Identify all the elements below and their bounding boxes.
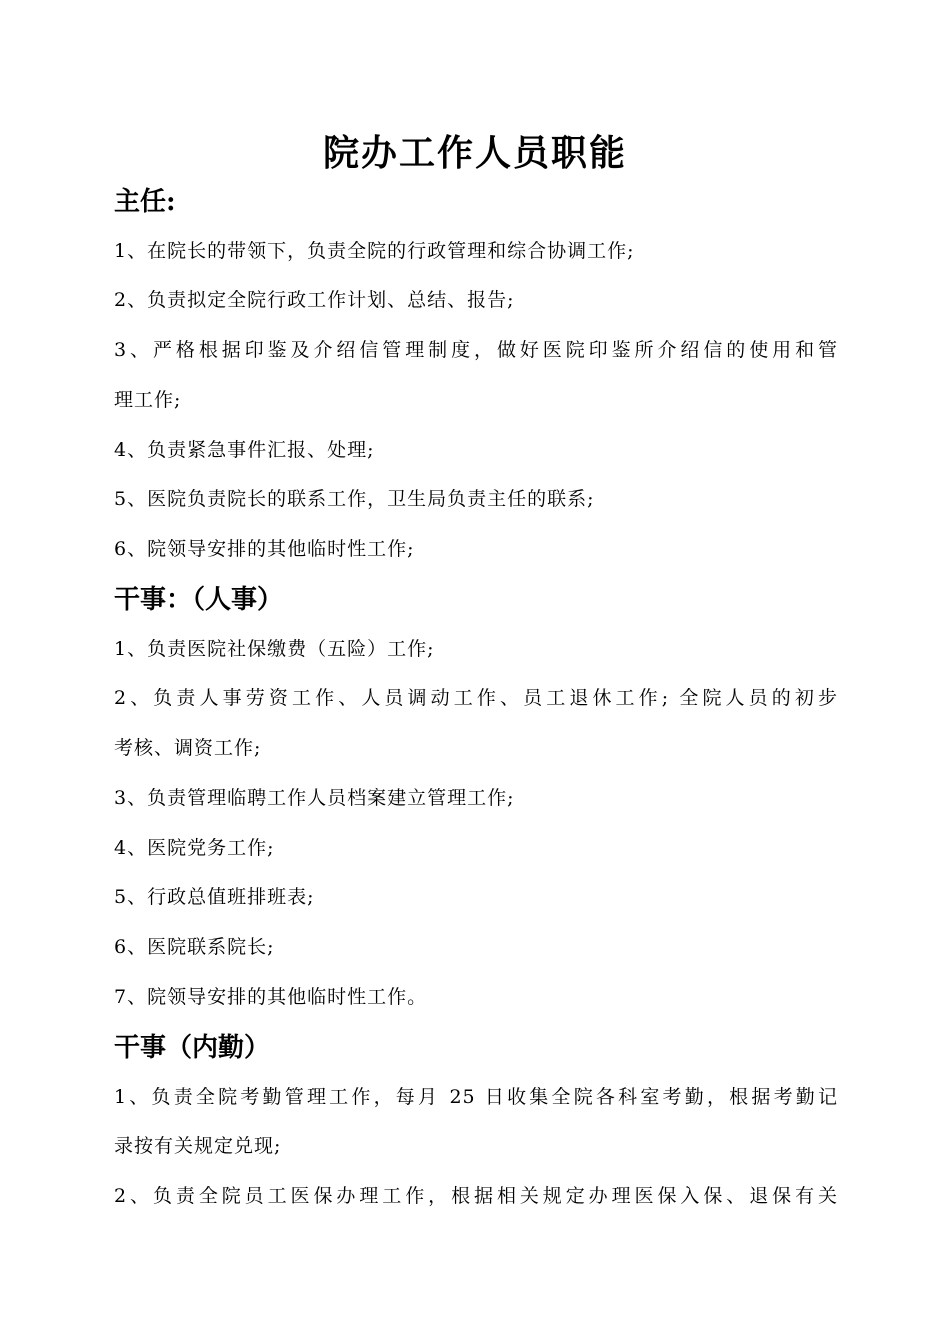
- hr-duty-2-line-2: 考核、调资工作;: [114, 737, 262, 759]
- hr-duty-7: 7、院领导安排的其他临时性工作。: [114, 986, 428, 1008]
- director-duty-6: 6、院领导安排的其他临时性工作;: [114, 538, 415, 560]
- director-duty-1: 1、在院长的带领下，负责全院的行政管理和综合协调工作;: [114, 240, 635, 262]
- section-heading-hr-officer: 干事：（人事）: [114, 585, 284, 615]
- admin-duty-1-line-2: 录按有关规定兑现;: [114, 1135, 282, 1157]
- hr-duty-3: 3、负责管理临聘工作人员档案建立管理工作;: [114, 787, 515, 809]
- director-duty-3-line-2: 理工作;: [114, 389, 182, 411]
- hr-duty-5: 5、行政总值班排班表;: [114, 886, 315, 908]
- director-duty-4: 4、负责紧急事件汇报、处理;: [114, 439, 375, 461]
- director-duty-5: 5、医院负责院长的联系工作，卫生局负责主任的联系;: [114, 488, 595, 510]
- director-duty-2: 2、负责拟定全院行政工作计划、总结、报告;: [114, 289, 515, 311]
- document-title: 院办工作人员职能: [322, 132, 627, 174]
- admin-duty-1-line-1: 1、负责全院考勤管理工作，每月 25 日收集全院各科室考勤，根据考勤记: [114, 1086, 838, 1108]
- hr-duty-6: 6、医院联系院长;: [114, 936, 275, 958]
- hr-duty-1: 1、负责医院社保缴费（五险）工作;: [114, 638, 435, 660]
- hr-duty-2-line-1: 2、负责人事劳资工作、人员调动工作、员工退休工作; 全院人员的初步: [114, 687, 838, 709]
- director-duty-3-line-1: 3、严格根据印鉴及介绍信管理制度，做好医院印鉴所介绍信的使用和管: [114, 339, 838, 361]
- section-heading-admin-officer: 干事（内勤）: [114, 1033, 271, 1063]
- hr-duty-4: 4、医院党务工作;: [114, 837, 275, 859]
- section-heading-director: 主任:: [114, 187, 176, 217]
- admin-duty-2-line-1: 2、负责全院员工医保办理工作，根据相关规定办理医保入保、退保有关: [114, 1185, 838, 1207]
